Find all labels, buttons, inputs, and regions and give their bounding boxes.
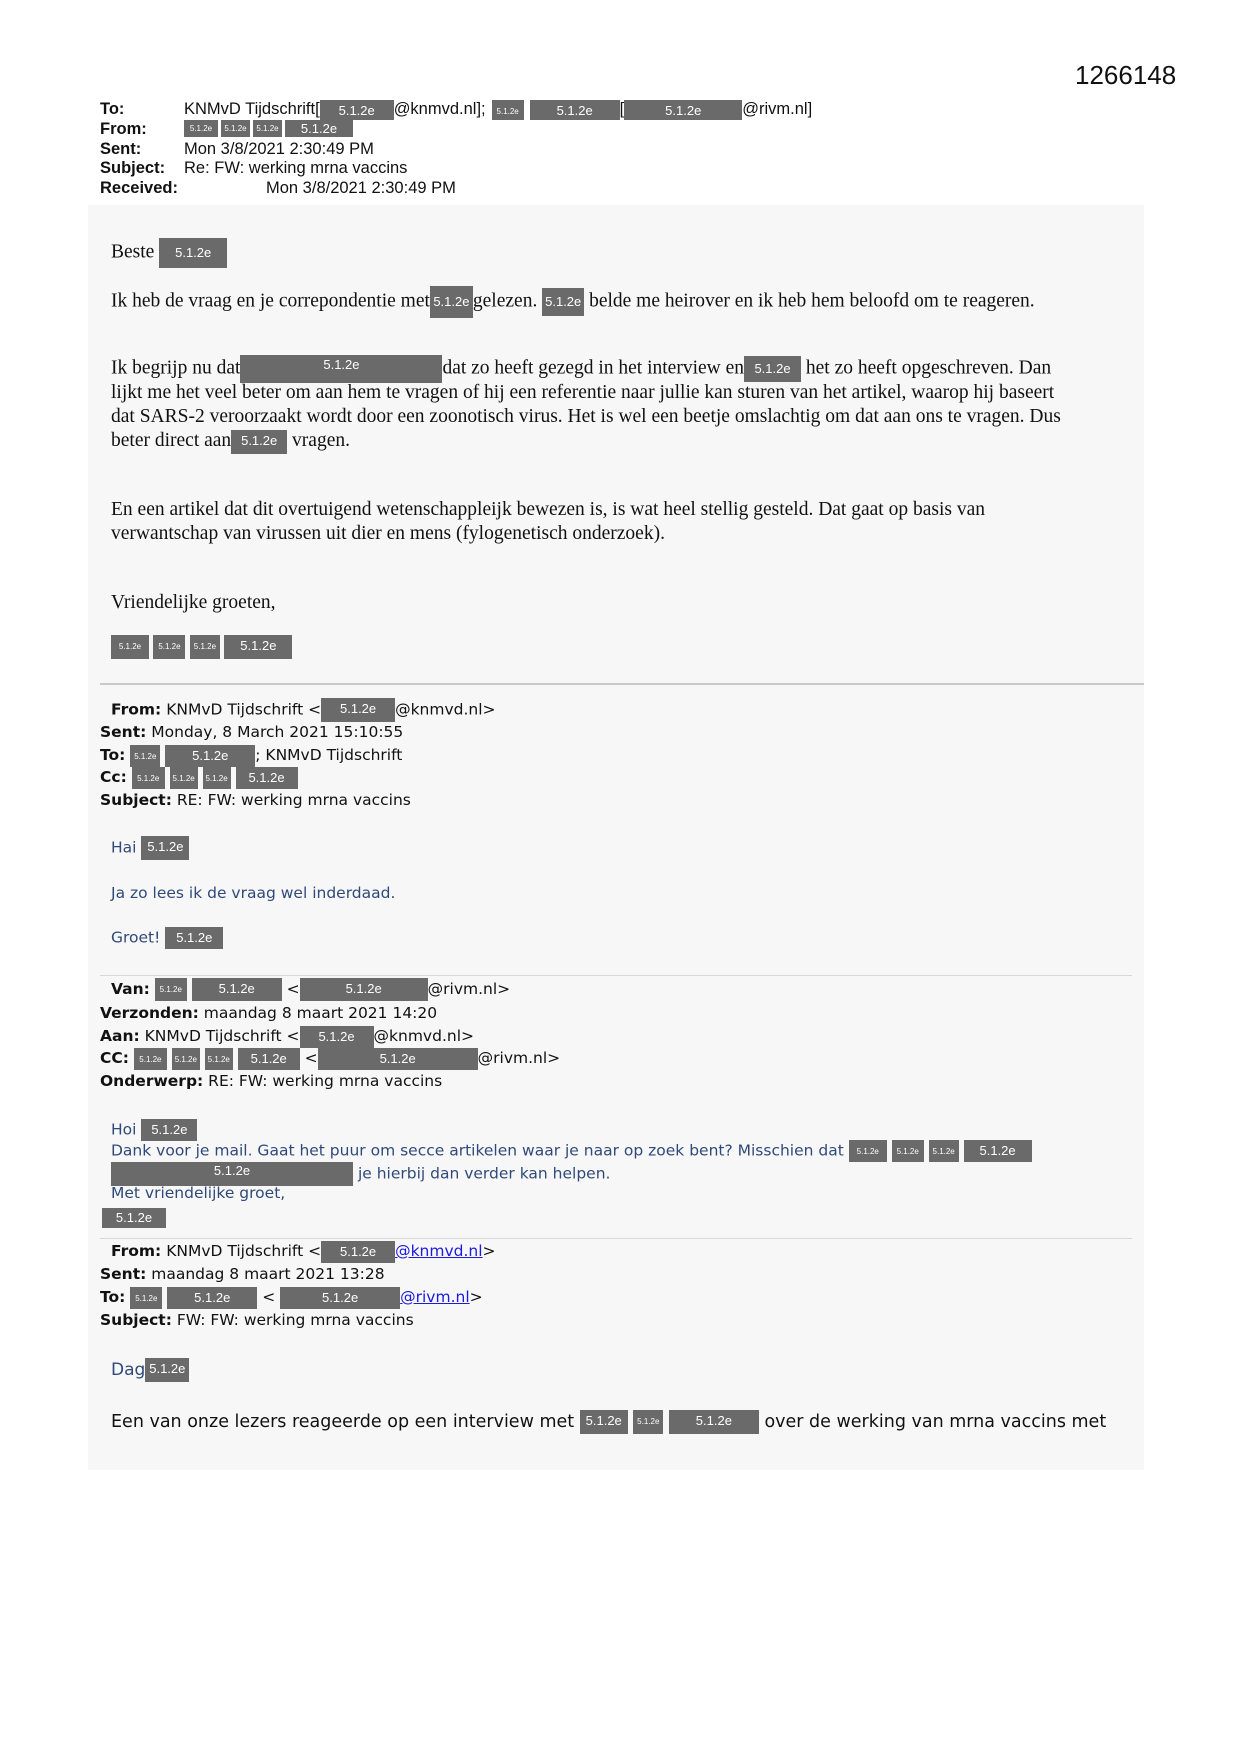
sent-label: Sent:	[100, 723, 147, 741]
text: Hai	[111, 838, 137, 857]
redaction: 5.1.2e	[165, 745, 255, 767]
text: <	[262, 1288, 276, 1306]
redaction: 5.1.2e	[892, 1140, 924, 1162]
sent-value: Monday, 8 March 2021 15:10:55	[151, 723, 404, 741]
msg4-subject-line	[100, 1309, 414, 1333]
msg4-sent-line	[100, 1263, 385, 1287]
reply-paragraph-2-line-1	[111, 355, 1051, 383]
text: KNMvD Tijdschrift <	[166, 700, 322, 719]
msg3-to-line	[100, 1025, 474, 1049]
msg4-greeting	[111, 1358, 189, 1382]
to-value-d: @rivm.nl]	[742, 100, 813, 118]
text: @knmvd.nl>	[395, 700, 496, 719]
to-value-b: @knmvd.nl];	[393, 100, 486, 118]
redaction: 5.1.2e	[224, 635, 292, 659]
text: Dag	[111, 1360, 146, 1380]
to-label: To:	[100, 1288, 126, 1306]
reply-paragraph-2-line-4	[111, 429, 350, 454]
msg3-from-line	[111, 978, 510, 1002]
reply-greeting	[111, 238, 227, 268]
text: <	[286, 980, 300, 998]
redaction: 5.1.2e	[203, 767, 231, 789]
redaction: 5.1.2e	[155, 978, 187, 1001]
subject-value: Re: FW: werking mrna vaccins	[184, 159, 408, 178]
subject-label: Subject:	[100, 791, 172, 809]
subject-label: Subject:	[100, 1311, 172, 1329]
msg2-closing	[111, 927, 223, 949]
text: Groet!	[111, 928, 161, 947]
text: Ik begrijp nu dat	[111, 357, 241, 379]
redaction: 5.1.2e	[134, 1048, 167, 1070]
msg3-sent-line	[100, 1002, 437, 1026]
text: @rivm.nl>	[477, 1049, 561, 1067]
greeting-text: Beste	[111, 241, 155, 263]
msg4-to-line	[100, 1286, 483, 1310]
redaction: 5.1.2e	[430, 286, 473, 318]
text: dat zo heeft gezegd in het interview en	[442, 357, 745, 379]
received-label: Received:	[100, 178, 178, 197]
redaction: 5.1.2e	[253, 120, 282, 137]
text: Hoi	[111, 1120, 137, 1139]
subject-label: Onderwerp:	[100, 1072, 204, 1090]
msg2-sent-line	[100, 721, 403, 745]
redaction: 5.1.2e	[141, 1119, 197, 1141]
redaction: 5.1.2e	[318, 1048, 478, 1070]
redaction: 5.1.2e	[221, 120, 250, 137]
text: vragen.	[292, 430, 350, 451]
redaction: 5.1.2e	[669, 1410, 759, 1434]
to-value-c: [	[619, 100, 625, 118]
text: beter direct aan	[111, 430, 232, 451]
redaction: 5.1.2e	[321, 1241, 395, 1263]
msg2-greeting	[111, 836, 189, 860]
msg4-body	[111, 1410, 1106, 1434]
email-link[interactable]: @knmvd.nl	[395, 1242, 483, 1260]
text: >	[482, 1242, 496, 1260]
redaction: 5.1.2e	[300, 1026, 374, 1048]
redaction: 5.1.2e	[580, 1410, 628, 1434]
reply-paragraph-2-line-3: dat SARS-2 veroorzaakt wordt door een zoonotisch virus. Het is wel een beetje omslachtig om dat aan ons te vragen. Dus	[111, 406, 1061, 427]
reply-paragraph-3-line-1: En een artikel dat dit overtuigend wetenschappleijk bewezen is, is wat heel stellig gesteld. Dat gaat op basis van	[111, 499, 985, 520]
msg3-closing: Met vriendelijke groet,	[111, 1184, 286, 1202]
reply-signature	[111, 635, 292, 659]
text: KNMvD Tijdschrift <	[166, 1242, 322, 1260]
text: <	[304, 1049, 318, 1067]
received-value: Mon 3/8/2021 2:30:49 PM	[266, 178, 456, 197]
redaction: 5.1.2e	[145, 1358, 189, 1382]
text: belde me heirover en ik heb hem beloofd om te reageren.	[589, 290, 1035, 312]
divider	[100, 975, 1132, 976]
msg2-cc-line	[100, 766, 298, 790]
redaction: 5.1.2e	[321, 698, 395, 722]
divider	[100, 683, 1144, 685]
redaction: 5.1.2e	[542, 288, 584, 316]
text: @knmvd.nl>	[373, 1027, 474, 1045]
redaction: 5.1.2e	[492, 100, 524, 120]
redaction: 5.1.2e	[111, 1162, 353, 1186]
document-id: 1266148	[1075, 60, 1177, 90]
subject-value: RE: FW: werking mrna vaccins	[176, 791, 411, 809]
text: het zo heeft opgeschreven. Dan	[805, 357, 1052, 379]
redaction: 5.1.2e	[231, 430, 287, 454]
redaction: 5.1.2e	[153, 635, 185, 659]
redaction: 5.1.2e	[744, 356, 801, 382]
reply-paragraph-3-line-2: verwantschap van virussen uit dier en mens (fylogenetisch onderzoek).	[111, 523, 665, 544]
redaction: 5.1.2e	[192, 978, 282, 1001]
redaction: 5.1.2e	[159, 238, 227, 268]
sent-label: Sent:	[100, 1265, 147, 1283]
sent-value: maandag 8 maart 2021 13:28	[151, 1265, 385, 1283]
msg2-subject-line	[100, 789, 411, 813]
sent-value: Mon 3/8/2021 2:30:49 PM	[184, 139, 374, 158]
reply-paragraph-2-line-2: lijkt me het veel beter om aan hem te vragen of hij een referentie naar jullie kan sturen van het artikel, waarop hij baseert	[111, 382, 1055, 403]
redaction: 5.1.2e	[964, 1140, 1032, 1162]
redaction: 5.1.2e	[167, 1287, 257, 1309]
redaction: 5.1.2e	[236, 767, 298, 789]
subject-value: RE: FW: werking mrna vaccins	[208, 1072, 443, 1090]
msg3-body-line-1	[111, 1140, 1032, 1162]
redaction: 5.1.2e	[165, 927, 223, 949]
msg3-subject-line	[100, 1070, 442, 1094]
msg4-from-line	[111, 1240, 496, 1264]
redaction: 5.1.2e	[205, 1048, 233, 1070]
redaction: 5.1.2e	[849, 1140, 887, 1162]
text: Ik heb de vraag en je correpondentie met	[111, 290, 430, 312]
cc-label: Cc:	[100, 768, 127, 786]
to-label: Aan:	[100, 1027, 140, 1045]
text: je hierbij dan verder kan helpen.	[357, 1164, 611, 1183]
sent-label: Sent:	[100, 139, 142, 158]
email-header	[100, 100, 812, 198]
msg2-to-line	[100, 744, 402, 768]
redaction: 5.1.2e	[102, 1208, 166, 1228]
redaction: 5.1.2e	[130, 1287, 162, 1309]
redaction: 5.1.2e	[285, 120, 353, 137]
email-link[interactable]: @rivm.nl	[400, 1288, 470, 1306]
redaction: 5.1.2e	[530, 100, 620, 120]
redaction: 5.1.2e	[320, 100, 394, 120]
to-value-a: KNMvD Tijdschrift[	[184, 100, 320, 118]
redaction: 5.1.2e	[624, 100, 742, 120]
divider	[100, 1238, 1132, 1239]
redaction: 5.1.2e	[238, 1048, 300, 1070]
msg2-from-line	[111, 698, 496, 722]
to-label: To:	[100, 100, 125, 118]
msg3-signature	[102, 1208, 166, 1228]
redaction: 5.1.2e	[132, 767, 165, 789]
cc-label: CC:	[100, 1049, 129, 1067]
subject-value: FW: FW: werking mrna vaccins	[176, 1311, 414, 1329]
redaction: 5.1.2e	[240, 355, 442, 383]
from-label: Van:	[111, 980, 150, 998]
redaction: 5.1.2e	[111, 635, 149, 659]
subject-label: Subject:	[100, 159, 166, 178]
text: KNMvD Tijdschrift <	[144, 1027, 300, 1045]
redaction: 5.1.2e	[633, 1410, 663, 1434]
reply-closing: Vriendelijke groeten,	[111, 592, 276, 613]
text: @rivm.nl>	[427, 980, 511, 998]
sent-value: maandag 8 maart 2021 14:20	[203, 1004, 438, 1022]
text: Een van onze lezers reageerde op een interview met	[111, 1412, 575, 1432]
msg3-body-line-2	[111, 1162, 610, 1186]
msg3-cc-line	[100, 1047, 560, 1071]
redaction: 5.1.2e	[172, 1048, 200, 1070]
text: Dank voor je mail. Gaat het puur om secce artikelen waar je naar op zoek bent? Misschien dat	[111, 1141, 844, 1160]
sent-label: Verzonden:	[100, 1004, 199, 1022]
from-label: From:	[111, 1242, 162, 1260]
redaction: 5.1.2e	[130, 745, 160, 767]
from-label: From:	[100, 120, 147, 138]
msg2-body: Ja zo lees ik de vraag wel inderdaad.	[111, 884, 396, 902]
text: >	[469, 1288, 483, 1306]
redaction: 5.1.2e	[141, 836, 189, 860]
redaction: 5.1.2e	[184, 120, 218, 137]
redaction: 5.1.2e	[170, 767, 198, 789]
to-value: ; KNMvD Tijdschrift	[255, 746, 403, 764]
reply-paragraph-1	[111, 286, 1035, 318]
redaction: 5.1.2e	[280, 1287, 400, 1309]
text: gelezen.	[472, 290, 538, 312]
from-label: From:	[111, 700, 162, 719]
to-label: To:	[100, 746, 126, 764]
redaction: 5.1.2e	[300, 978, 428, 1001]
redaction: 5.1.2e	[929, 1140, 959, 1162]
redaction: 5.1.2e	[190, 635, 220, 659]
msg3-greeting	[111, 1119, 197, 1141]
text: over de werking van mrna vaccins met	[764, 1412, 1107, 1432]
